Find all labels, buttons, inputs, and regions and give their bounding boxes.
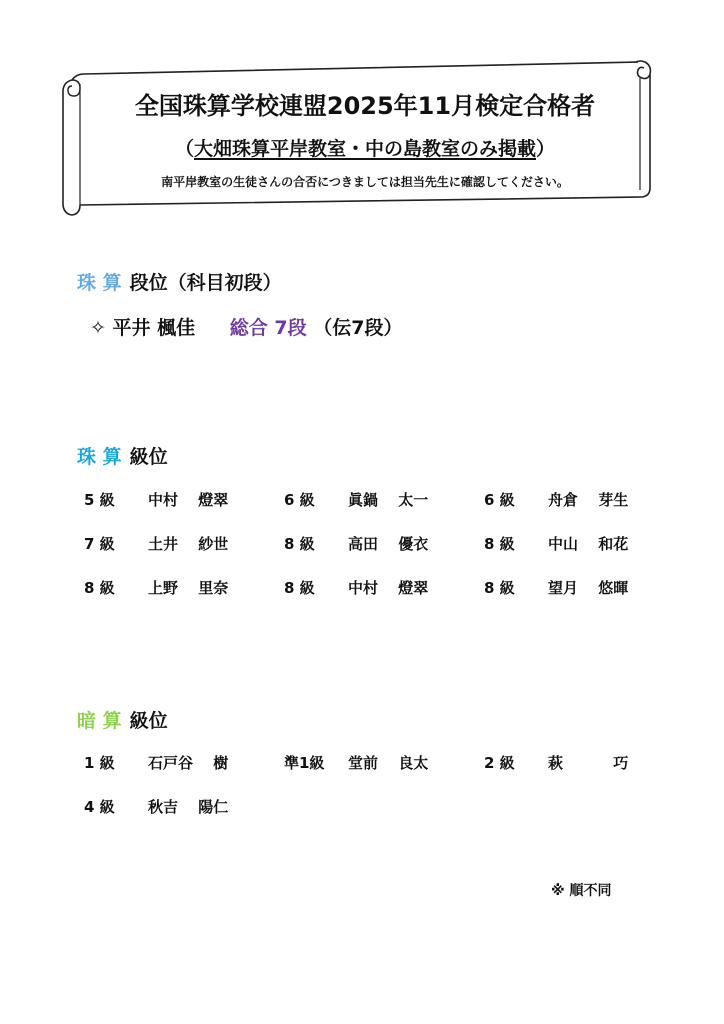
subtitle-open-paren: （ xyxy=(174,138,194,160)
list-item: 4 級 秋吉 陽仁 xyxy=(84,798,229,816)
list-item: 5 級 中村 燈翠 xyxy=(84,491,229,509)
banner-title: 全国珠算学校連盟2025年11月検定合格者 xyxy=(134,92,596,120)
dan-section-heading xyxy=(77,268,282,295)
dan-entry-rank: 総合 7段 xyxy=(229,317,307,339)
anzan-kyu-heading xyxy=(77,706,168,733)
dan-section-label: 段位（科目初段） xyxy=(129,272,282,294)
soroban-kyu-subject-label: 珠 算 xyxy=(77,446,122,468)
banner-note: 南平岸教室の生徒さんの合否につきましては担当先生に確認してください。 xyxy=(161,175,569,189)
list-item: 6 級 舟倉 芽生 xyxy=(484,491,629,509)
list-item: 8 級 望月 悠暉 xyxy=(484,579,629,597)
dan-subject-label: 珠 算 xyxy=(77,272,122,294)
list-item: 1 級 石戸谷 樹 xyxy=(84,754,229,772)
list-item: 6 級 眞鍋 太一 xyxy=(284,491,429,509)
list-item: 準1級 堂前 良太 xyxy=(284,754,429,772)
dan-entry-name: 平井 楓佳 xyxy=(112,317,196,339)
subtitle-text: 大畑珠算平岸教室・中の島教室のみ掲載 xyxy=(193,138,536,160)
anzan-kyu-subject-label: 暗 算 xyxy=(77,710,122,732)
list-item: 8 級 上野 里奈 xyxy=(84,579,229,597)
sparkle-icon: ✧ xyxy=(90,317,106,339)
list-item: 8 級 高田 優衣 xyxy=(284,535,429,553)
list-item: 7 級 土井 紗世 xyxy=(84,535,229,553)
soroban-kyu-label: 級位 xyxy=(129,446,168,468)
list-item: 2 級 萩 巧 xyxy=(484,754,629,772)
dan-entry xyxy=(90,313,403,340)
footnote-order-note: ※ 順不同 xyxy=(551,883,612,899)
soroban-kyu-heading xyxy=(77,442,168,469)
dan-entry-extra: （伝7段） xyxy=(313,317,403,339)
anzan-kyu-label: 級位 xyxy=(129,710,168,732)
list-item: 8 級 中山 和花 xyxy=(484,535,629,553)
subtitle-close-paren: ） xyxy=(536,138,556,160)
list-item: 8 級 中村 燈翠 xyxy=(284,579,429,597)
banner-subtitle xyxy=(80,134,650,161)
